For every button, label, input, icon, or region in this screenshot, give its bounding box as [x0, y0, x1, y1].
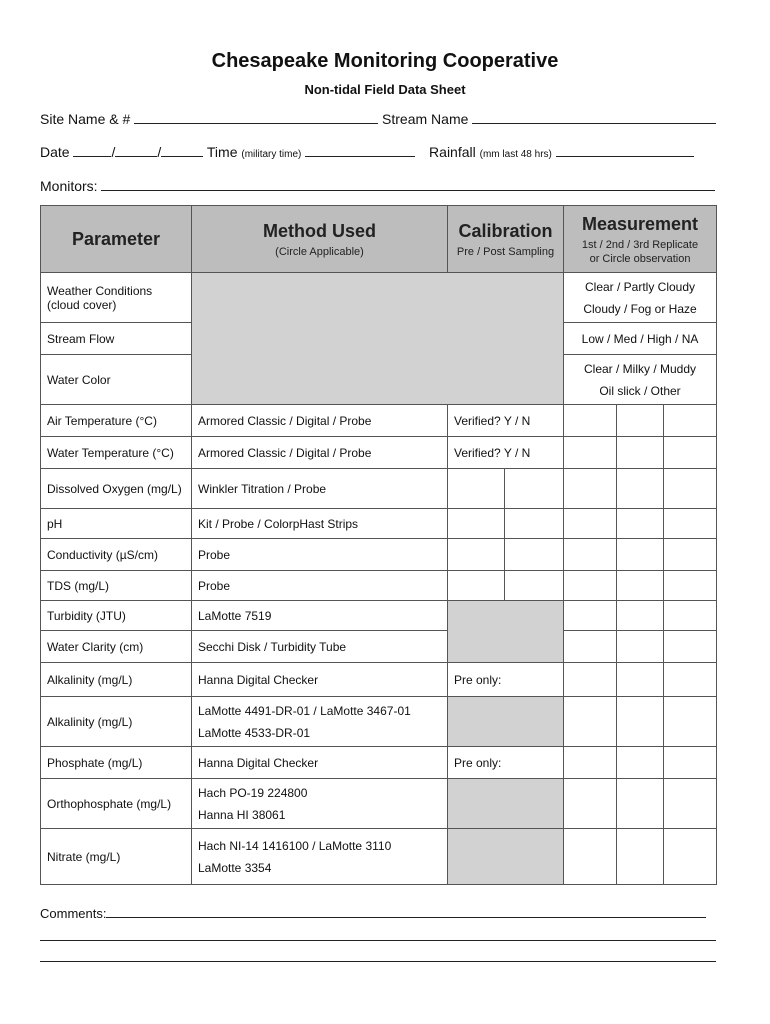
color-param: Water Color [41, 355, 192, 405]
measurement-cell[interactable] [664, 747, 717, 779]
phos-param: Phosphate (mg/L) [41, 747, 192, 779]
measurement-cell[interactable] [664, 829, 717, 885]
table-row [41, 437, 717, 469]
measurement-cell[interactable] [664, 631, 717, 663]
monitors-field[interactable] [101, 178, 715, 191]
site-stream-line [40, 111, 716, 127]
rainfall-note: (mm last 48 hrs) [479, 149, 552, 160]
time-field[interactable] [305, 144, 415, 157]
nitrate-param: Nitrate (mg/L) [41, 829, 192, 885]
table-row [41, 601, 717, 631]
calib-pre-cell[interactable] [448, 539, 505, 571]
time-label: Time [206, 144, 238, 160]
calib-post-cell[interactable] [505, 469, 564, 509]
measurement-cell[interactable] [617, 779, 664, 829]
stream-name-field[interactable] [472, 111, 716, 124]
weather-options[interactable]: Clear / Partly Cloudy Cloudy / Fog or Haze [564, 273, 717, 323]
turbidity-param: Turbidity (JTU) [41, 601, 192, 631]
table-header-row [41, 206, 717, 273]
calib-gray-cell [448, 601, 564, 663]
calibration-header: Calibration Pre / Post Sampling [448, 206, 564, 273]
phos-calib[interactable]: Pre only: [448, 747, 564, 779]
measurement-cell[interactable] [564, 829, 617, 885]
measurement-cell[interactable] [617, 663, 664, 697]
observation-gray-area [192, 273, 564, 405]
date-year-field[interactable] [161, 144, 203, 157]
water-temp-method[interactable]: Armored Classic / Digital / Probe [192, 437, 448, 469]
measurement-cell[interactable] [564, 437, 617, 469]
table-row [41, 829, 717, 885]
table-row [41, 663, 717, 697]
measurement-cell[interactable] [664, 405, 717, 437]
time-note: (military time) [241, 149, 302, 160]
water-temp-param: Water Temperature (°C) [41, 437, 192, 469]
measurement-cell[interactable] [617, 469, 664, 509]
clarity-param: Water Clarity (cm) [41, 631, 192, 663]
calib-gray-cell [448, 697, 564, 747]
date-day-field[interactable] [115, 144, 157, 157]
table-row [41, 405, 717, 437]
measurement-cell[interactable] [664, 539, 717, 571]
flow-param: Stream Flow [41, 323, 192, 355]
data-table [40, 205, 717, 885]
tds-method[interactable]: Probe [192, 571, 448, 601]
alk1-param: Alkalinity (mg/L) [41, 663, 192, 697]
rainfall-field[interactable] [556, 144, 694, 157]
table-row [41, 779, 717, 829]
flow-options[interactable]: Low / Med / High / NA [564, 323, 717, 355]
comments-line-3[interactable] [40, 961, 716, 962]
table-row [41, 631, 717, 663]
water-temp-calib[interactable]: Verified? Y / N [448, 437, 564, 469]
measurement-cell[interactable] [664, 663, 717, 697]
clarity-method[interactable]: Secchi Disk / Turbidity Tube [192, 631, 448, 663]
do-method[interactable]: Winkler Titration / Probe [192, 469, 448, 509]
table-row [41, 747, 717, 779]
measurement-cell[interactable] [617, 631, 664, 663]
table-row [41, 273, 717, 323]
measurement-cell[interactable] [664, 601, 717, 631]
calib-gray-cell [448, 829, 564, 885]
table-row [41, 697, 717, 747]
measurement-cell[interactable] [664, 469, 717, 509]
measurement-cell[interactable] [664, 509, 717, 539]
measurement-cell[interactable] [617, 437, 664, 469]
monitors-label: Monitors: [40, 178, 98, 194]
air-temp-param: Air Temperature (°C) [41, 405, 192, 437]
air-temp-method[interactable]: Armored Classic / Digital / Probe [192, 405, 448, 437]
measurement-cell[interactable] [617, 405, 664, 437]
date-label: Date [40, 144, 70, 160]
nitrate-method[interactable]: Hach NI-14 1416100 / LaMotte 3110 LaMotte 3354 [192, 829, 448, 885]
measurement-cell[interactable] [664, 779, 717, 829]
rainfall-label: Rainfall [429, 144, 476, 160]
measurement-cell[interactable] [564, 509, 617, 539]
method-header: Method Used (Circle Applicable) [192, 206, 448, 273]
measurement-cell[interactable] [617, 697, 664, 747]
ph-param: pH [41, 509, 192, 539]
alk1-calib[interactable]: Pre only: [448, 663, 564, 697]
parameter-header: Parameter [41, 206, 192, 273]
measurement-cell[interactable] [617, 539, 664, 571]
measurement-cell[interactable] [664, 697, 717, 747]
measurement-cell[interactable] [664, 571, 717, 601]
comments-label: Comments: [40, 906, 107, 921]
measurement-cell[interactable] [617, 747, 664, 779]
calib-gray-cell [448, 779, 564, 829]
form-title: Chesapeake Monitoring Cooperative [211, 50, 559, 72]
measurement-cell[interactable] [564, 631, 617, 663]
turbidity-method[interactable]: LaMotte 7519 [192, 601, 448, 631]
stream-name-label: Stream Name [382, 111, 469, 127]
alk2-method[interactable]: LaMotte 4491-DR-01 / LaMotte 3467-01 LaMotte 4533-DR-01 [192, 697, 448, 747]
ph-method[interactable]: Kit / Probe / ColorpHast Strips [192, 509, 448, 539]
ortho-param: Orthophosphate (mg/L) [41, 779, 192, 829]
comments-line [40, 905, 706, 921]
cond-method[interactable]: Probe [192, 539, 448, 571]
date-month-field[interactable] [73, 144, 111, 157]
calib-pre-cell[interactable] [448, 571, 505, 601]
alk1-method[interactable]: Hanna Digital Checker [192, 663, 448, 697]
comments-field[interactable] [106, 905, 706, 918]
date-sep: / [111, 144, 116, 160]
measurement-cell[interactable] [564, 539, 617, 571]
table-row [41, 539, 717, 571]
measurement-cell[interactable] [617, 571, 664, 601]
calib-pre-cell[interactable] [448, 509, 505, 539]
measurement-cell[interactable] [564, 663, 617, 697]
site-name-field[interactable] [134, 111, 378, 124]
do-param: Dissolved Oxygen (mg/L) [41, 469, 192, 509]
form-subtitle: Non-tidal Field Data Sheet [304, 82, 466, 97]
monitors-line [40, 178, 715, 194]
measurement-cell[interactable] [564, 469, 617, 509]
ortho-method[interactable]: Hach PO-19 224800 Hanna HI 38061 [192, 779, 448, 829]
calib-pre-cell[interactable] [448, 469, 505, 509]
date-line [40, 144, 694, 160]
calib-post-cell[interactable] [505, 571, 564, 601]
site-name-label: Site Name & # [40, 111, 131, 127]
date-sep: / [157, 144, 162, 160]
measurement-header: Measurement 1st / 2nd / 3rd Replicate or Circle observation [564, 206, 717, 273]
comments-line-2[interactable] [40, 940, 716, 941]
measurement-cell[interactable] [564, 779, 617, 829]
calib-post-cell[interactable] [505, 539, 564, 571]
calib-post-cell[interactable] [505, 509, 564, 539]
measurement-cell[interactable] [564, 747, 617, 779]
table-row [41, 509, 717, 539]
tds-param: TDS (mg/L) [41, 571, 192, 601]
phos-method[interactable]: Hanna Digital Checker [192, 747, 448, 779]
table-row [41, 469, 717, 509]
measurement-cell[interactable] [617, 509, 664, 539]
color-options[interactable]: Clear / Milky / Muddy Oil slick / Other [564, 355, 717, 405]
weather-param: Weather Conditions (cloud cover) [41, 273, 192, 323]
measurement-cell[interactable] [564, 697, 617, 747]
measurement-cell[interactable] [564, 405, 617, 437]
measurement-cell[interactable] [564, 571, 617, 601]
measurement-cell[interactable] [664, 437, 717, 469]
alk2-param: Alkalinity (mg/L) [41, 697, 192, 747]
air-temp-calib[interactable]: Verified? Y / N [448, 405, 564, 437]
cond-param: Conductivity (µS/cm) [41, 539, 192, 571]
measurement-cell[interactable] [617, 601, 664, 631]
measurement-cell[interactable] [564, 601, 617, 631]
measurement-cell[interactable] [617, 829, 664, 885]
table-row [41, 571, 717, 601]
